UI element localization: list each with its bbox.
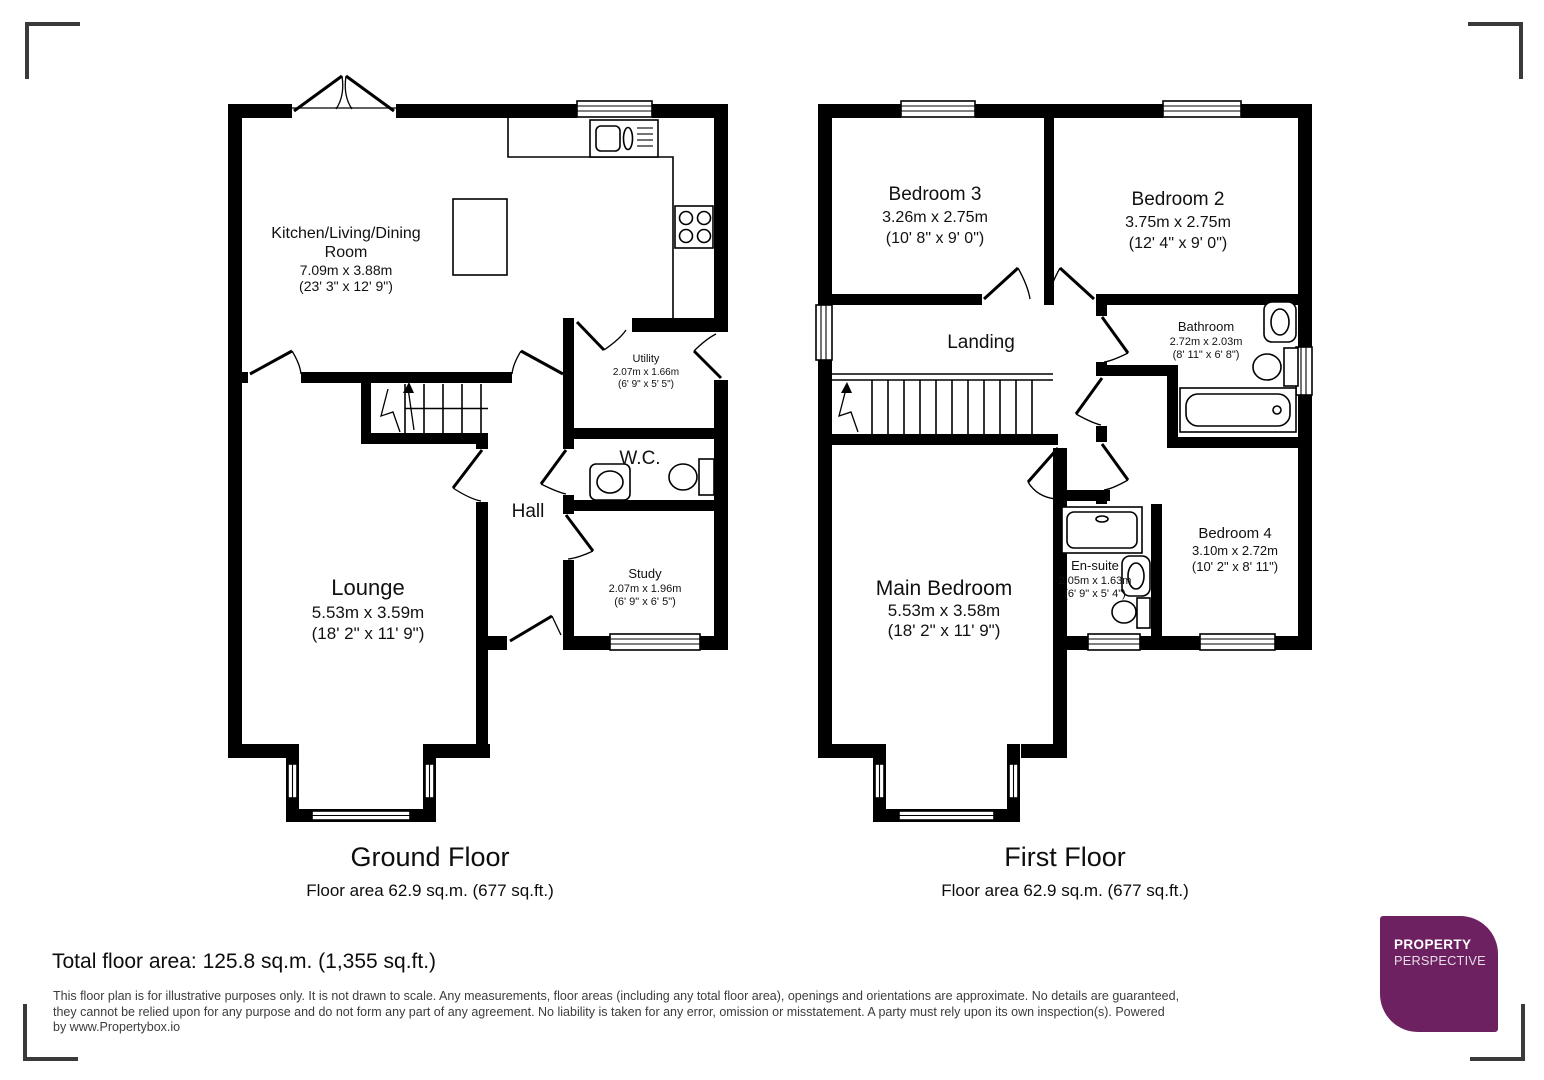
bedroom4-dims-metric: 3.10m x 2.72m: [1192, 543, 1278, 558]
kitchen-window: [577, 101, 652, 117]
utility-dims-metric: 2.07m x 1.66m: [612, 367, 680, 378]
bedroom4-dims-imperial: (10' 2" x 8' 11"): [1191, 559, 1279, 574]
logo-line-1: PROPERTY: [1394, 937, 1472, 952]
bedroom4-door: [1076, 378, 1102, 425]
ensuite-lobby-door: [1102, 444, 1128, 490]
ensuite-shower: [1062, 507, 1142, 553]
wc-door: [541, 450, 566, 494]
ground-fixtures: [453, 118, 714, 500]
kitchen-dims-metric: 7.09m x 3.88m: [299, 262, 393, 278]
bathroom-dims-imperial: (8' 11" x 6' 8"): [1172, 349, 1240, 361]
bedroom3-dims-metric: 3.26m x 2.75m: [882, 209, 988, 226]
ensuite-dims-imperial: (6' 9" x 5' 4"): [1064, 588, 1126, 600]
study-door: [566, 515, 593, 559]
landing-label: Landing: [947, 332, 1015, 353]
disclaimer-line-1: This floor plan is for illustrative purposes only. It is not drawn to scale. Any measurements, floor areas (including any total floor area), openings and orientations are approximate. No details are guaranteed,: [53, 989, 1180, 1003]
kitchen-sink: [590, 120, 658, 157]
patio-double-door: [292, 76, 396, 111]
stair-direction-arrow: [841, 382, 852, 393]
bedroom2-door: [1048, 268, 1094, 299]
total-floor-area: Total floor area: 125.8 sq.m. (1,355 sq.ft.): [52, 950, 437, 973]
main-bedroom-bay-window: [873, 744, 1020, 822]
wc-basin: [590, 464, 630, 500]
bedroom4-label: Bedroom 4: [1198, 525, 1272, 542]
front-door: [510, 616, 561, 641]
utility-dims-imperial: (6' 9" x 5' 5"): [618, 379, 674, 390]
bathroom-basin: [1264, 302, 1296, 342]
stair-break-line: [381, 389, 400, 432]
wc-toilet: [669, 459, 714, 495]
ground-floor-title: Ground Floor: [350, 842, 510, 872]
ground-floor-area: Floor area 62.9 sq.m. (677 sq.ft.): [306, 881, 554, 900]
kitchen-label: Kitchen/Living/Dining: [271, 225, 421, 242]
bathroom-label: Bathroom: [1177, 319, 1235, 334]
bedroom4-window: [1200, 634, 1275, 650]
ensuite-dims-metric: 2.05m x 1.63m: [1058, 575, 1132, 587]
study-label: Study: [628, 566, 662, 581]
first-staircase: [832, 374, 1053, 434]
stair-break-line: [839, 389, 858, 432]
lounge-label: Lounge: [331, 575, 405, 600]
disclaimer-line-3: by www.Propertybox.io: [53, 1020, 181, 1034]
logo-line-2: PERSPECTIVE: [1394, 953, 1486, 968]
ground-staircase: [381, 382, 488, 433]
study-dims-metric: 2.07m x 1.96m: [608, 583, 682, 595]
kitchen-hall-door: [512, 351, 563, 374]
bedroom2-window: [1163, 101, 1241, 117]
wc-label: W.C.: [619, 448, 661, 469]
ensuite-label: En-suite: [1071, 558, 1119, 573]
hall-label: Hall: [511, 501, 545, 522]
ensuite-window: [1088, 634, 1140, 650]
first-floor-title: First Floor: [1004, 842, 1126, 872]
disclaimer-text: [53, 989, 1343, 1036]
first-floor-area: Floor area 62.9 sq.m. (677 sq.ft.): [941, 881, 1189, 900]
lounge-dims-metric: 5.53m x 3.59m: [311, 603, 425, 622]
bedroom2-dims-metric: 3.75m x 2.75m: [1125, 214, 1231, 231]
back-door: [694, 334, 721, 378]
kitchen-dims-imperial: (23' 3" x 12' 9"): [299, 278, 393, 294]
lounge-dims-imperial: (18' 2" x 11' 9"): [311, 624, 425, 643]
lounge-door: [453, 450, 482, 501]
bedroom3-window: [901, 101, 975, 117]
bedroom2-dims-imperial: (12' 4" x 9' 0"): [1128, 235, 1228, 252]
bathtub: [1180, 388, 1296, 432]
bathroom-toilet: [1253, 348, 1298, 386]
utility-label: Utility: [632, 353, 660, 365]
bedroom2-label: Bedroom 2: [1131, 189, 1225, 210]
main-bedroom-label: Main Bedroom: [875, 577, 1013, 600]
utility-door: [577, 322, 626, 350]
ensuite-toilet: [1112, 598, 1150, 628]
lounge-bay-window: [286, 744, 436, 822]
study-window: [610, 634, 700, 650]
main-bedroom-dims-imperial: (18' 2" x 11' 9"): [887, 621, 1001, 640]
ground-floor-plan: [228, 76, 728, 822]
first-floor-plan: [816, 101, 1312, 822]
kitchen-label-2: Room: [324, 244, 368, 261]
stove-hob: [675, 206, 713, 248]
bedroom3-dims-imperial: (10' 8" x 9' 0"): [885, 230, 985, 247]
kitchen-island: [453, 199, 507, 275]
landing-window: [816, 305, 832, 360]
main-bedroom-dims-metric: 5.53m x 3.58m: [887, 601, 1001, 620]
disclaimer-line-2: they cannot be relied upon for any purpose and do not form any part of any agreement. No liability is taken for any error, omission or misstatement. A party must rely upon its own inspection(s). Powered: [53, 1004, 1165, 1019]
bathroom-door: [1102, 317, 1128, 362]
bathroom-dims-metric: 2.72m x 2.03m: [1169, 336, 1243, 348]
kitchen-lounge-door: [250, 351, 301, 374]
bedroom3-label: Bedroom 3: [888, 184, 982, 205]
property-perspective-logo: [1380, 916, 1498, 1032]
bedroom3-door: [984, 268, 1030, 299]
study-dims-imperial: (6' 9" x 6' 5"): [614, 596, 676, 608]
